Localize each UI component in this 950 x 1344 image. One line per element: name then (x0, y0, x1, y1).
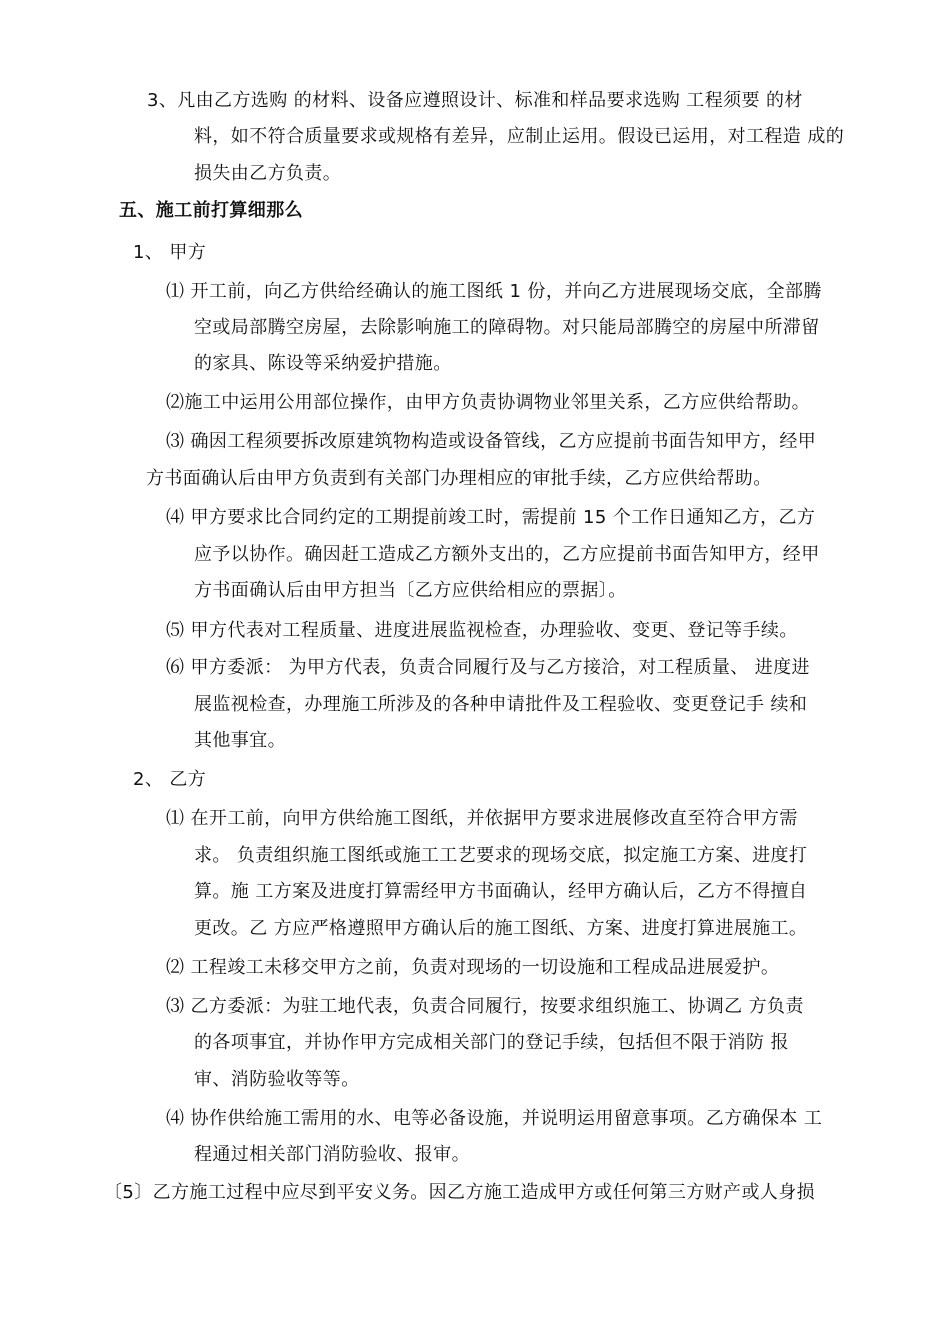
party-a-item-6-line-1: ⑹ 甲方委派： 为甲方代表，负责合同履行及与乙方接洽，对工程质量、 进度进 (166, 657, 810, 678)
party-b-item-4-line-1: ⑷ 协作供给施工需用的水、电等必备设施，并说明运用留意事项。乙方确保本 工 (166, 1108, 823, 1129)
party-a-item-1-line-1: ⑴ 开工前，向乙方供给经确认的施工图纸 1 份，并向乙方进展现场交底，全部腾 (166, 281, 822, 302)
section-5-heading: 五、施工前打算细那么 (119, 200, 303, 221)
party-a-item-5-line-1: ⑸ 甲方代表对工程质量、进度进展监视检查，办理验收、变更、登记等手续。 (166, 620, 798, 641)
party-a-item-6-line-3: 其他事宜。 (194, 730, 286, 751)
clause-3-line-1: 3、凡由乙方选购 的材料、设备应遵照设计、标准和样品要求选购 工程须要 的材 (147, 90, 803, 111)
party-b-item-1-line-4: 更改。乙 方应严格遵照甲方确认后的施工图纸、方案、进度打算进展施工。 (194, 918, 808, 939)
party-b-item-2-line-1: ⑵ 工程竣工未移交甲方之前，负责对现场的一切设施和工程成品进展爱护。 (166, 957, 780, 978)
clause-3-line-3: 损失由乙方负责。 (194, 163, 342, 184)
party-a-item-3-line-1: ⑶ 确因工程须要拆改原建筑物构造或设备管线，乙方应提前书面告知甲方，经甲 (166, 431, 817, 452)
party-a-item-4-line-2: 应予以协作。确因赶工造成乙方额外支出的，乙方应提前书面告知甲方，经甲 (194, 544, 820, 565)
party-b-item-1-line-1: ⑴ 在开工前，向甲方供给施工图纸，并依据甲方要求进展修改直至符合甲方需 (166, 808, 798, 829)
party-b-item-3-line-3: 审、消防验收等等。 (194, 1069, 360, 1090)
party-b-item-3-line-1: ⑶ 乙方委派：为驻工地代表，负责合同履行，按要求组织施工、协调乙 方负责 (166, 996, 804, 1017)
party-b-item-1-line-3: 算。施 工方案及进度打算需经甲方书面确认，经甲方确认后，乙方不得擅自 (194, 881, 808, 902)
party-b-item-1-line-2: 求。 负责组织施工图纸或施工工艺要求的现场交底，拟定施工方案、进度打 (194, 845, 808, 866)
party-a-item-2-line-1: ⑵施工中运用公用部位操作，由甲方负责协调物业邻里关系，乙方应供给帮助。 (166, 392, 810, 413)
party-b-item-3-line-2: 的各项事宜，并协作甲方完成相关部门的登记手续，包括但不限于消防 报 (194, 1032, 789, 1053)
party-b-heading: 2、 乙方 (133, 769, 207, 790)
party-a-item-3-line-2: 方书面确认后由甲方负责到有关部门办理相应的审批手续，乙方应供给帮助。 (146, 468, 772, 489)
party-a-item-1-line-3: 的家具、陈设等采纳爱护措施。 (194, 353, 452, 374)
party-b-item-5-line-1: 〔5〕乙方施工过程中应尽到平安义务。因乙方施工造成甲方或任何第三方财产或人身损 (104, 1182, 816, 1203)
party-a-item-6-line-2: 展监视检查，办理施工所涉及的各种申请批件及工程验收、变更登记手 续和 (194, 694, 808, 715)
party-a-heading: 1、 甲方 (133, 242, 207, 263)
party-a-item-1-line-2: 空或局部腾空房屋，去除影响施工的障碍物。对只能局部腾空的房屋中所滞留 (194, 317, 820, 338)
party-a-item-4-line-1: ⑷ 甲方要求比合同约定的工期提前竣工时，需提前 15 个工作日通知乙方，乙方 (166, 507, 816, 528)
party-a-item-4-line-3: 方书面确认后由甲方担当〔乙方应供给相应的票据〕。 (194, 580, 627, 601)
party-b-item-4-line-2: 程通过相关部门消防验收、报审。 (194, 1144, 470, 1165)
clause-3-line-2: 料，如不符合质量要求或规格有差异，应制止运用。假设已运用，对工程造 成的 (194, 126, 845, 147)
